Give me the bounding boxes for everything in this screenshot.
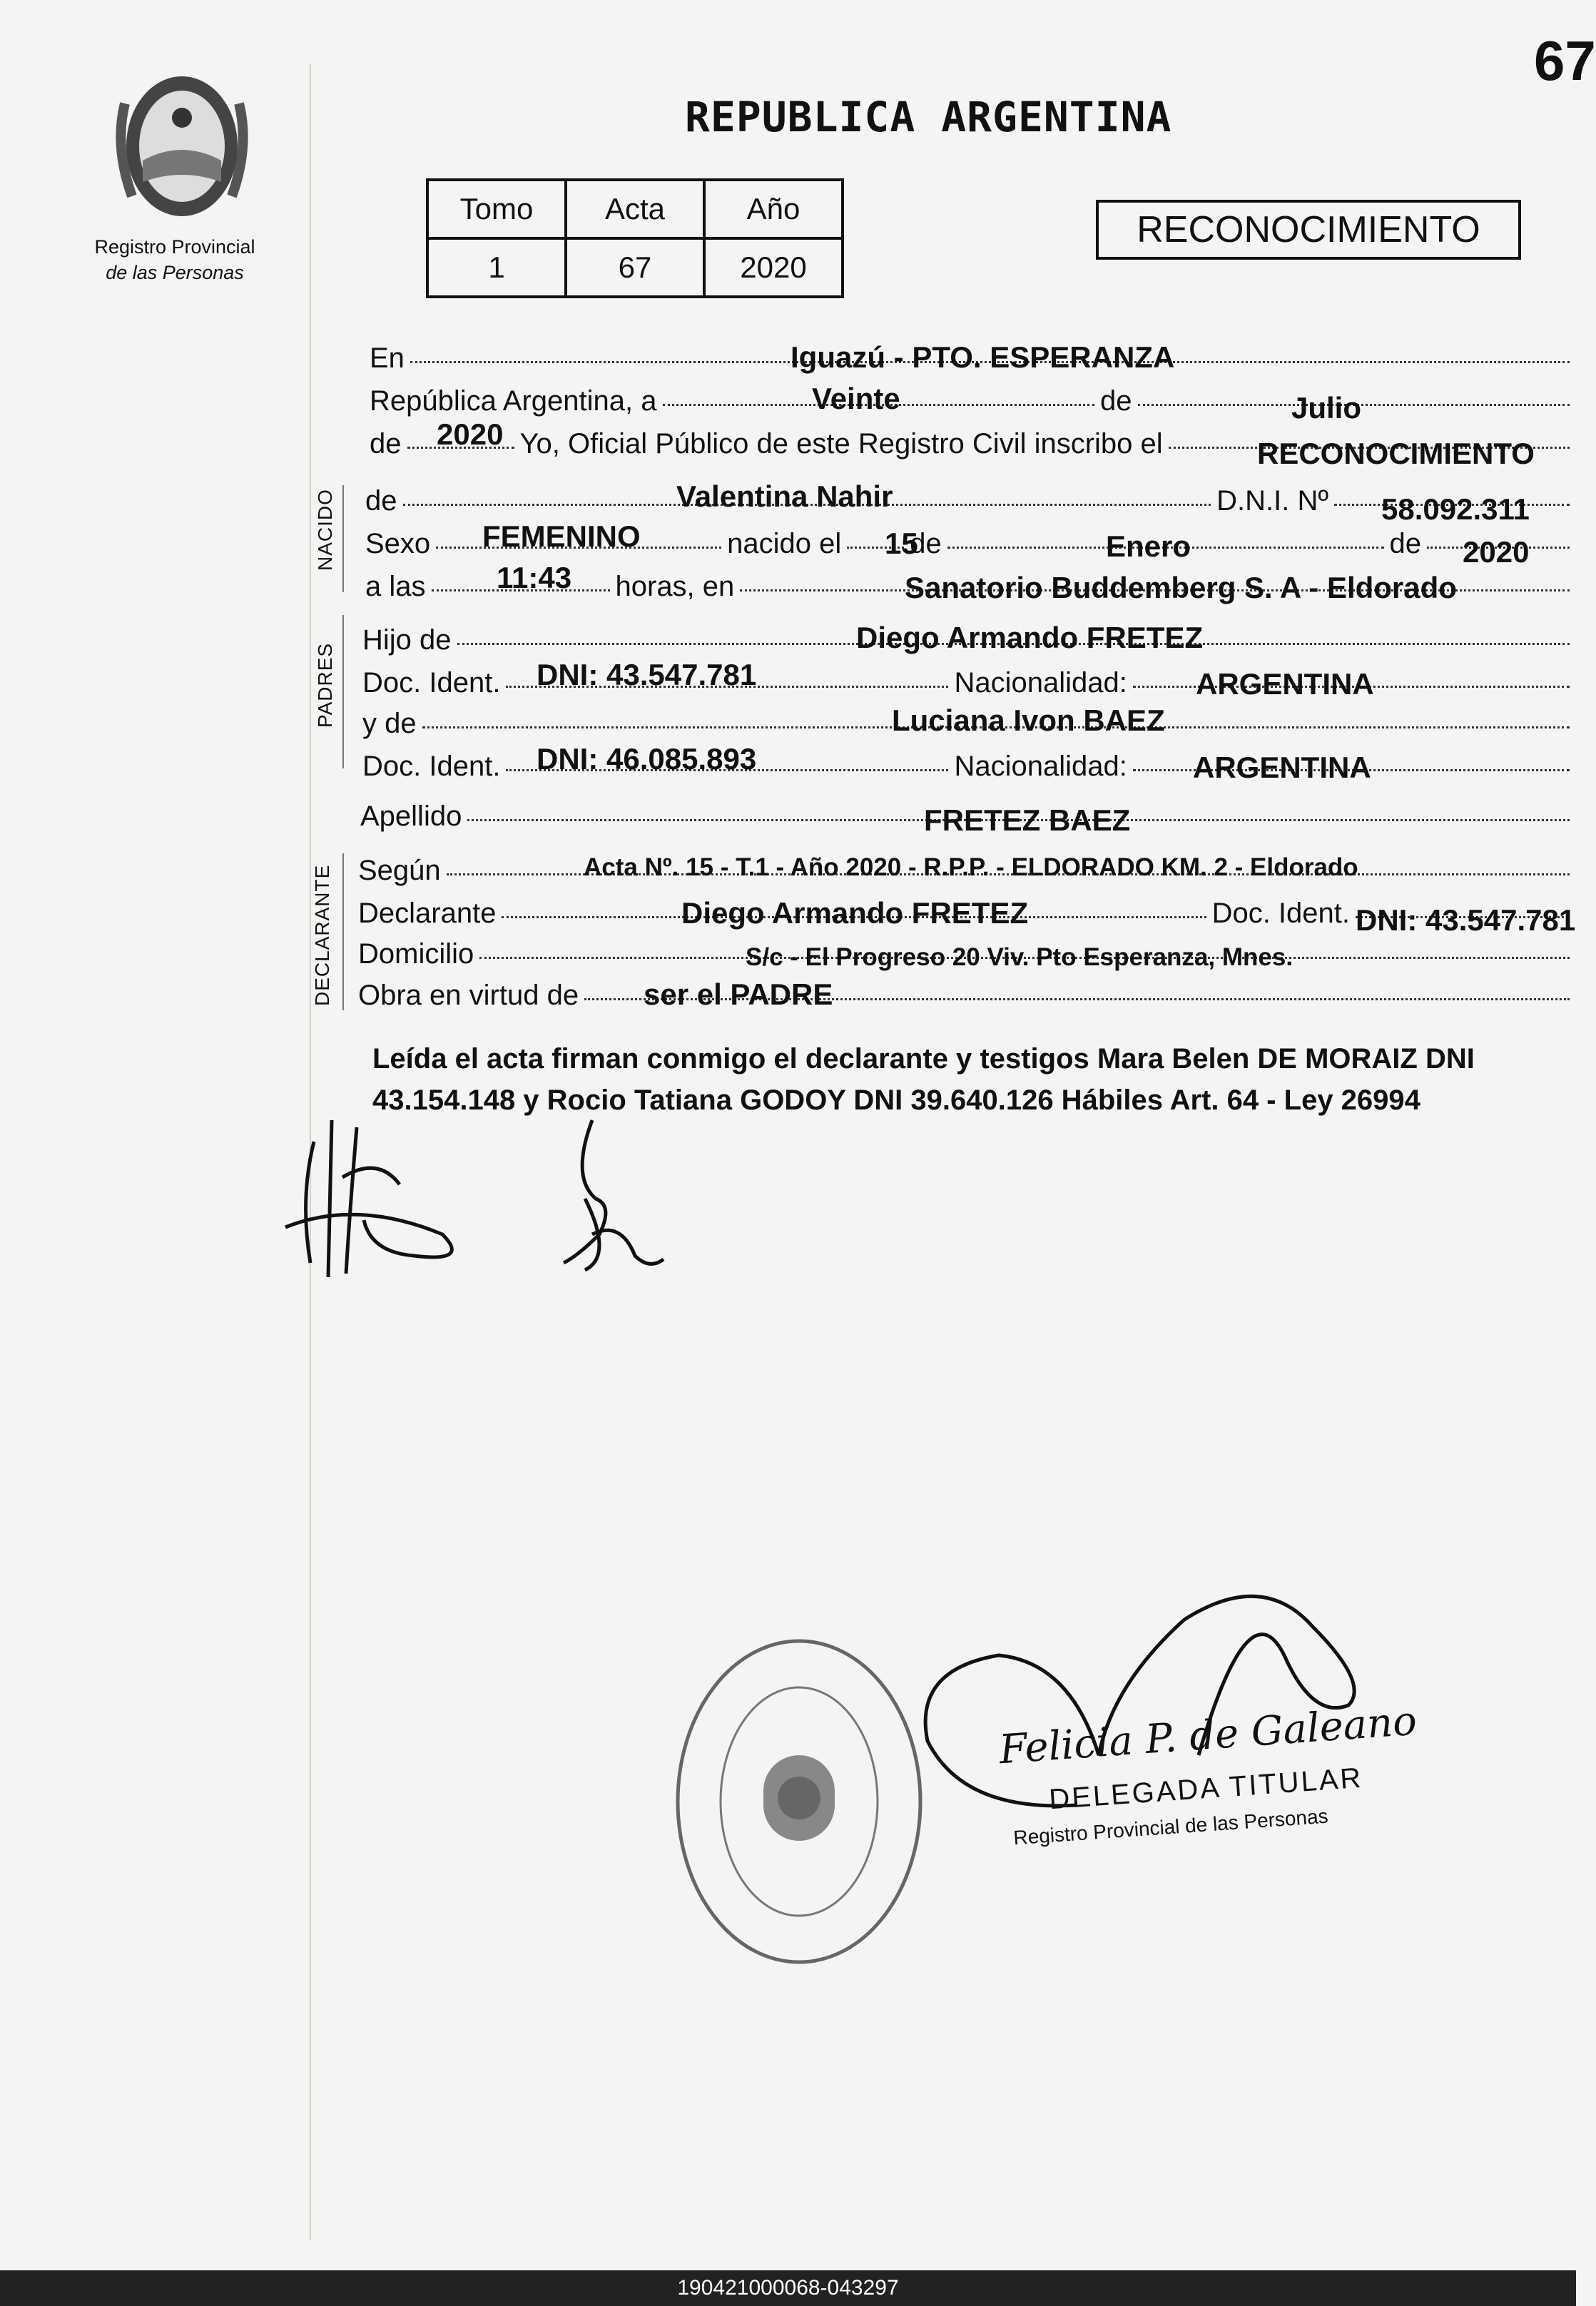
birth-place-value: Sanatorio Buddemberg S. A - Eldorado	[905, 571, 1457, 604]
birth-time-value: 11:43	[497, 561, 572, 594]
declarante-side-label: DECLARANTE	[311, 864, 333, 1006]
yo-text: Yo, Oficial Público de este Registro Civil inscribo el	[519, 428, 1163, 459]
official-stamp-icon	[671, 1634, 927, 1969]
de-label-2: de	[910, 528, 942, 559]
footer-code: 190421000068-043297	[0, 2270, 1576, 2306]
republica-label: República Argentina, a	[370, 385, 657, 417]
closing-statement: Leída el acta firman conmigo el declarante y testigos Mara Belen DE MORAIZ DNI 43.154.148 y Rocio Tatiana GODOY DNI 39.640.126 Hábiles Art. 64 - Ley 26994	[372, 1043, 1475, 1116]
mother-nat-value: ARGENTINA	[1193, 751, 1371, 784]
mother-doc-value: DNI: 46.085.893	[537, 742, 757, 776]
nacido-el-label: nacido el	[727, 528, 842, 559]
sexo-label: Sexo	[365, 528, 431, 559]
dni-label: D.N.I. Nº	[1216, 485, 1328, 517]
declarante-bar	[342, 853, 344, 1010]
acta-header: Acta	[566, 180, 704, 238]
father-nat-label: Nacionalidad:	[954, 667, 1127, 699]
father-doc-label: Doc. Ident.	[362, 667, 501, 699]
en-label: En	[370, 342, 405, 374]
hijo-de-label: Hijo de	[362, 624, 452, 656]
declarante-doc-label: Doc. Ident.	[1211, 898, 1350, 929]
birth-month-value: Enero	[1106, 529, 1191, 563]
obra-label: Obra en virtud de	[358, 980, 579, 1011]
obra-value: ser el PADRE	[644, 977, 833, 1011]
nacido-side-label: NACIDO	[314, 489, 336, 571]
sexo-value: FEMENINO	[482, 519, 641, 553]
domicilio-value: S/c - El Progreso 20 Viv. Pto Esperanza, Mnes.	[746, 943, 1293, 971]
y-de-label: y de	[362, 708, 417, 739]
official-title: DELEGADA TITULAR	[1047, 1762, 1364, 1816]
padres-bar	[342, 615, 344, 768]
father-name-value: Diego Armando FRETEZ	[856, 621, 1204, 654]
month-value: Julio	[1291, 391, 1362, 425]
tomo-header: Tomo	[427, 180, 566, 238]
anio-header: Año	[704, 180, 843, 238]
segun-label: Según	[358, 855, 441, 886]
birth-year-value: 2020	[1463, 535, 1530, 569]
apellido-value: FRETEZ BAEZ	[924, 803, 1131, 837]
horas-label: horas, en	[615, 571, 735, 602]
document-title: REPUBLICA ARGENTINA	[685, 93, 1172, 141]
declarante-signature-icon	[271, 1113, 485, 1284]
act-type-box: RECONOCIMIENTO	[1096, 200, 1521, 260]
nacido-de-label: de	[365, 485, 397, 517]
witness-signature-icon	[542, 1113, 685, 1284]
a-las-label: a las	[365, 571, 426, 602]
year-value: 2020	[437, 417, 504, 451]
place-value: Iguazú - PTO. ESPERANZA	[791, 340, 1175, 374]
de-year-label: de	[370, 428, 402, 459]
record-table	[426, 178, 844, 298]
page-number: 67	[1534, 29, 1596, 92]
official-org: Registro Provincial de las Personas	[1012, 1804, 1329, 1849]
birth-day-value: 15	[885, 527, 918, 560]
act-value: RECONOCIMIENTO	[1257, 437, 1535, 470]
child-name-value: Valentina Nahir	[676, 479, 893, 513]
apellido-label: Apellido	[360, 801, 462, 832]
father-nat-value: ARGENTINA	[1196, 667, 1374, 701]
anio-value: 2020	[704, 238, 843, 297]
day-text-value: Veinte	[812, 382, 900, 415]
province-seal-icon	[100, 61, 264, 225]
de-label-3: de	[1389, 528, 1421, 559]
acta-value: 67	[566, 238, 704, 297]
mother-name-value: Luciana Ivon BAEZ	[892, 704, 1165, 737]
line-republica	[370, 385, 1575, 417]
registry-line-2: de las Personas	[106, 262, 244, 283]
registry-label	[78, 234, 271, 285]
declarante-doc-value: DNI: 43.547.781	[1356, 903, 1576, 937]
father-doc-value: DNI: 43.547.781	[537, 658, 757, 691]
declarante-name-value: Diego Armando FRETEZ	[681, 896, 1029, 930]
mother-nat-label: Nacionalidad:	[954, 751, 1127, 782]
tomo-value: 1	[427, 238, 566, 297]
line-obra	[358, 980, 1575, 1012]
segun-value: Acta Nº. 15 - T.1 - Año 2020 - R.P.P. - ELDORADO KM. 2 - Eldorado	[584, 853, 1358, 881]
official-name: Felicia P. de Galeano	[997, 1697, 1418, 1774]
nacido-bar	[342, 485, 344, 592]
de-label: de	[1100, 385, 1132, 417]
domicilio-label: Domicilio	[358, 938, 474, 970]
declarante-label: Declarante	[358, 898, 497, 929]
padres-side-label: PADRES	[314, 642, 336, 728]
child-dni-value: 58.092.311	[1381, 492, 1530, 526]
registry-line-1: Registro Provincial	[94, 236, 255, 258]
mother-doc-label: Doc. Ident.	[362, 751, 501, 782]
